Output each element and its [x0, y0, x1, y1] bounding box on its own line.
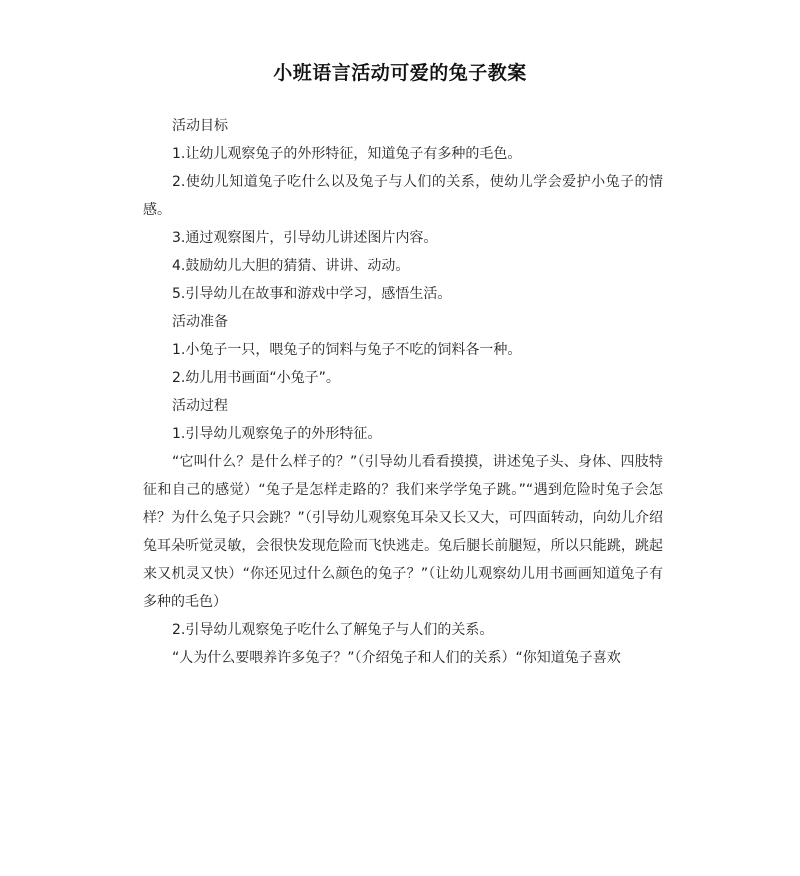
document-body [143, 112, 663, 672]
section-heading-preparation: 活动准备 [172, 314, 228, 330]
paragraph: “人为什么要喂养许多兔子？”（介绍兔子和人们的关系）“你知道兔子喜欢 [172, 650, 621, 666]
paragraph: 2.使幼儿知道兔子吃什么以及兔子与人们的关系，使幼儿学会爱护小兔子的情感。 [143, 174, 663, 218]
paragraph: 5.引导幼儿在故事和游戏中学习，感悟生活。 [172, 286, 452, 302]
section-heading-process: 活动过程 [172, 398, 228, 414]
paragraph: 3.通过观察图片，引导幼儿讲述图片内容。 [172, 230, 438, 246]
paragraph: 4.鼓励幼儿大胆的猜猜、讲讲、动动。 [172, 258, 410, 274]
paragraph: 1.引导幼儿观察兔子的外形特征。 [172, 426, 382, 442]
section-heading-goals: 活动目标 [172, 118, 228, 134]
paragraph: 2.引导幼儿观察兔子吃什么了解兔子与人们的关系。 [172, 622, 494, 638]
paragraph: 1.小兔子一只，喂兔子的饲料与兔子不吃的饲料各一种。 [172, 342, 522, 358]
page-title: 小班语言活动可爱的兔子教案 [273, 62, 527, 84]
paragraph: 1.让幼儿观察兔子的外形特征，知道兔子有多种的毛色。 [172, 146, 522, 162]
paragraph: “它叫什么？是什么样子的？”（引导幼儿看看摸摸，讲述兔子头、身体、四肢特征和自己的感觉）“兔子是怎样走路的？我们来学学兔子跳。”“遇到危险时兔子会怎样？为什么兔子只会跳？”（引导幼儿观察兔耳朵又长又大，可四面转动，向幼儿介绍兔耳朵听觉灵敏，会很快发现危险而飞快逃走。兔后腿长前腿短，所以只能跳，跳起来又机灵又快）“你还见过什么颜色的兔子？”（让幼儿观察幼儿用书画画知道兔子有多种的毛色） [143, 454, 663, 610]
paragraph: 2.幼儿用书画面“小兔子”。 [172, 370, 340, 386]
